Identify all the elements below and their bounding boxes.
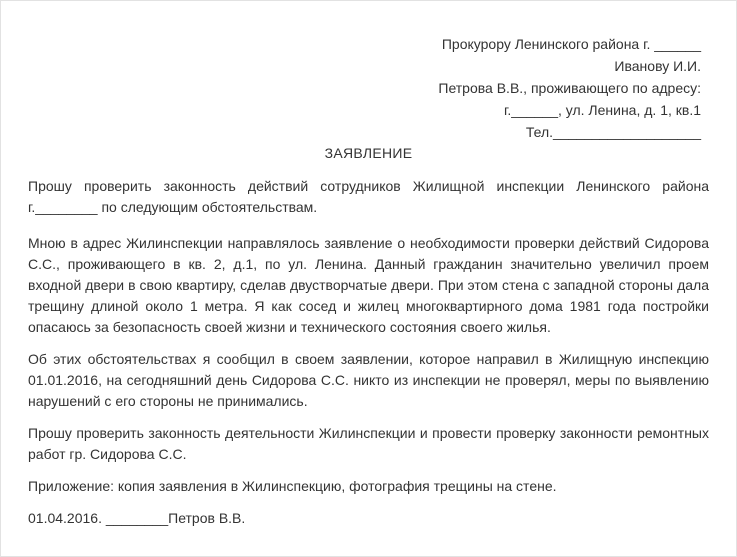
document-title: ЗАЯВЛЕНИЕ — [324, 145, 413, 161]
addressee-block — [438, 33, 701, 143]
addressee-name: Иванову И.И. — [614, 58, 701, 74]
paragraph-attachment: Приложение: копия заявления в Жилинспекцию, фотография трещины на стене. — [28, 478, 557, 494]
paragraph-previous-complaint: Об этих обстоятельствах я сообщил в своем заявлении, которое направил в Жилищную инспекцию 01.01.2016, на сегодняшний день Сидорова С.С. никто из инспекции не проверял, меры по выявлению нарушений с его стороны не принимались. — [28, 351, 709, 409]
addressee-prosecutor: Прокурору Ленинского района г. ______ — [441, 36, 701, 52]
paragraph-request: Прошу проверить законность действий сотрудников Жилищной инспекции Ленинского района г.________ по следующим обстоятельствам. — [28, 178, 709, 215]
paragraph-final-request: Прошу проверить законность деятельности Жилинспекции и провести проверку законности ремонтных работ гр. Сидорова С.С. — [28, 425, 709, 462]
sender-phone: Тел.___________________ — [525, 124, 701, 140]
document-body — [28, 176, 709, 540]
signature-line: 01.04.2016. ________Петров В.В. — [28, 510, 246, 526]
paragraph-circumstances: Мною в адрес Жилинспекции направлялось заявление о необходимости проверки действий Сидорова С.С., проживающего в кв. 2, д.1, по ул. Ленина. Данный гражданин значительно увеличил проем входной двери в свою квартиру, сделав двустворчатые двери. При этом стена с западной стороны дала трещину длиной около 1 метра. Я как сосед и жилец многоквартирного дома 1981 года постройки опасаюсь за безопасность своей жизни и технического состояния своего жилья. — [28, 235, 709, 335]
sender-address: г.______, ул. Ленина, д. 1, кв.1 — [504, 102, 701, 118]
sender-name: Петрова В.В., проживающего по адресу: — [438, 80, 701, 96]
